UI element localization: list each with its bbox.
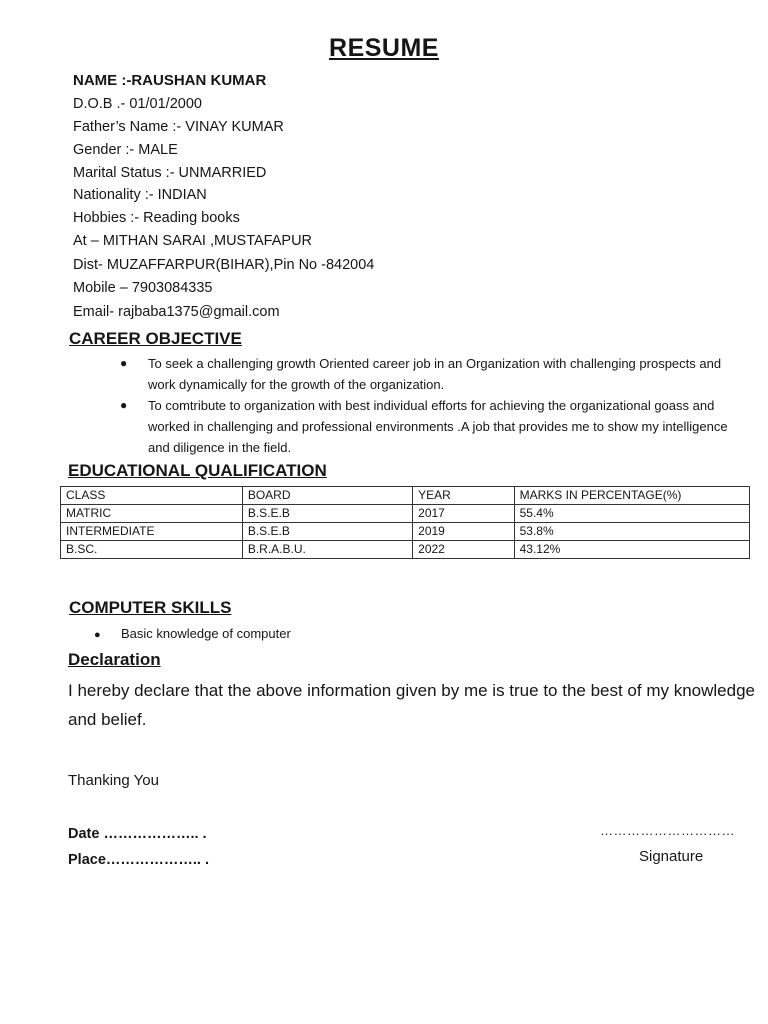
- cell-class: B.SC.: [61, 541, 243, 559]
- place-line: Place……………….. .: [68, 852, 210, 868]
- marital-status-line: Marital Status :- UNMARRIED: [73, 165, 267, 181]
- educational-qualification-heading: EDUCATIONAL QUALIFICATION: [68, 461, 327, 480]
- hobbies-line: Hobbies :- Reading books: [73, 210, 240, 226]
- header-class: CLASS: [61, 487, 243, 505]
- nationality-line: Nationality :- INDIAN: [73, 187, 207, 203]
- cell-marks: 43.12%: [514, 541, 749, 559]
- bullet-icon: ●: [120, 356, 128, 370]
- bullet-icon: ●: [94, 629, 101, 641]
- education-table: [60, 486, 750, 559]
- header-board: BOARD: [242, 487, 412, 505]
- table-row: [61, 505, 750, 523]
- header-marks: MARKS IN PERCENTAGE(%): [514, 487, 749, 505]
- table-row: [61, 541, 750, 559]
- address-line-2: Dist- MUZAFFARPUR(BIHAR),Pin No -842004: [73, 257, 375, 273]
- career-objective-text: To comtribute to organization with best individual efforts for achieving the organizational goass and worked in challenging and professional environments .A job that provides me to show my intelligence and diligence in the field.: [148, 398, 728, 455]
- dob-line: D.O.B .- 01/01/2000: [73, 96, 202, 112]
- computer-skill-text: Basic knowledge of computer: [121, 626, 291, 641]
- cell-board: B.S.E.B: [242, 523, 412, 541]
- career-objective-item: [120, 353, 735, 395]
- computer-skill-item: [94, 626, 291, 641]
- computer-skills-heading: COMPUTER SKILLS: [69, 598, 232, 617]
- thanking-you-text: Thanking You: [68, 772, 159, 789]
- cell-board: B.S.E.B: [242, 505, 412, 523]
- cell-year: 2019: [413, 523, 514, 541]
- email-line: Email- rajbaba1375@gmail.com: [73, 304, 280, 320]
- resume-title: RESUME: [329, 34, 439, 62]
- declaration-heading: Declaration: [68, 650, 161, 669]
- cell-board: B.R.A.B.U.: [242, 541, 412, 559]
- bullet-icon: ●: [120, 398, 128, 412]
- career-objective-text: To seek a challenging growth Oriented career job in an Organization with challenging prospects and work dynamically for the growth of the organization.: [148, 356, 722, 392]
- career-objective-heading: CAREER OBJECTIVE: [69, 329, 242, 348]
- table-row: [61, 523, 750, 541]
- cell-marks: 55.4%: [514, 505, 749, 523]
- name-line: NAME :-RAUSHAN KUMAR: [73, 72, 267, 89]
- address-line-1: At – MITHAN SARAI ,MUSTAFAPUR: [73, 233, 313, 249]
- cell-marks: 53.8%: [514, 523, 749, 541]
- signature-label: Signature: [639, 848, 704, 865]
- header-year: YEAR: [413, 487, 514, 505]
- date-line: Date ……………….. .: [68, 826, 207, 842]
- signature-dotted-line: …………………………: [600, 823, 735, 838]
- cell-class: MATRIC: [61, 505, 243, 523]
- cell-class: INTERMEDIATE: [61, 523, 243, 541]
- cell-year: 2017: [413, 505, 514, 523]
- mobile-line: Mobile – 7903084335: [73, 280, 213, 296]
- father-name-line: Father’s Name :- VINAY KUMAR: [73, 119, 284, 135]
- table-header-row: [61, 487, 750, 505]
- declaration-text: I hereby declare that the above information given by me is true to the best of my knowledge and belief.: [68, 681, 755, 729]
- gender-line: Gender :- MALE: [73, 142, 178, 158]
- career-objective-item: [120, 395, 735, 458]
- cell-year: 2022: [413, 541, 514, 559]
